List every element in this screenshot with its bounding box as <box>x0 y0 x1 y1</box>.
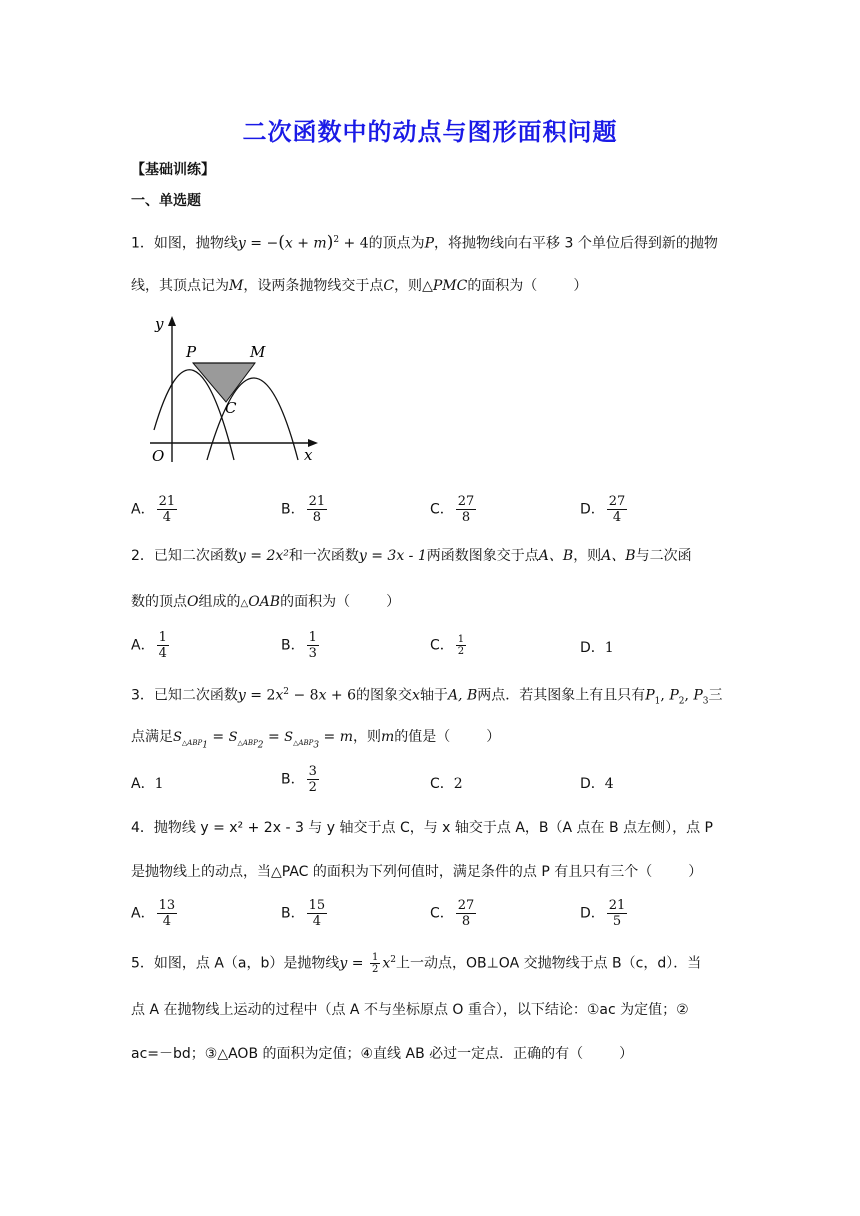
question-5-line-1: 5．如图，点 A（a，b）是抛物线y = $\frac{1}{2}$ $x^2$上一动点，OB⊥OA 交抛物线于点 B（c，d）．当 <box>131 952 702 976</box>
q1-option-c[interactable]: C． $\frac{27}{8}$ <box>430 494 475 525</box>
q3-option-a[interactable]: A．1 <box>131 776 164 792</box>
fig-label-m: M <box>250 343 266 361</box>
question-2-line-2: 数的顶点O组成的△OAB的面积为（ ） <box>131 594 401 610</box>
y-axis-arrow <box>168 316 176 326</box>
question-5-line-3: ac=－bd；③△AOB 的面积为定值；④直线 AB 必过一定点．正确的有（ ） <box>131 1046 634 1062</box>
q1-option-a[interactable]: A． $\frac{21}{4}$ <box>131 494 176 525</box>
question-3-line-2: 点满足$S_{\triangle ABP_1} = S_{\triangle ABP_2} = S_{\triangle ABP_3} = m$，则m的值是（ ） <box>131 729 501 751</box>
fig-label-c: C <box>225 399 237 417</box>
q2-option-c[interactable]: C． $\frac{1}{2}$ <box>430 634 465 657</box>
q2-option-b[interactable]: B． $\frac{1}{3}$ <box>281 630 317 661</box>
q3-option-d[interactable]: D．4 <box>580 776 614 792</box>
q4-option-a[interactable]: A． $\frac{13}{4}$ <box>131 898 176 929</box>
question-5-line-2: 点 A 在抛物线上运动的过程中（点 A 不与坐标原点 O 重合），以下结论：①ac 为定值；② <box>131 1002 689 1018</box>
q1-option-d[interactable]: D． $\frac{27}{4}$ <box>580 494 626 525</box>
q4-option-b[interactable]: B． $\frac{15}{4}$ <box>281 898 326 929</box>
fig-label-x: x <box>304 446 313 464</box>
question-3-line-1: 3．已知二次函数$y = 2x^2 - 8x + 6$的图象交x轴于A, B两点．若其图象上有且只有$P_1$, $P_2$, $P_3$三 <box>131 687 723 707</box>
parabola-figure <box>140 312 326 470</box>
q4-option-d[interactable]: D． $\frac{21}{5}$ <box>580 898 626 929</box>
q2-option-d[interactable]: D．1 <box>580 640 614 656</box>
fig-label-o: O <box>152 447 165 465</box>
question-2-line-1: 2．已知二次函数y = 2x²和一次函数y = 3x - 1两函数图象交于点A、B，则A、B与二次函 <box>131 548 692 564</box>
fig-label-p: P <box>186 343 197 361</box>
q1-option-b[interactable]: B． $\frac{21}{8}$ <box>281 494 326 525</box>
q4-option-c[interactable]: C． $\frac{27}{8}$ <box>430 898 475 929</box>
question-1-line-2: 线，其顶点记为M，设两条抛物线交于点C，则△PMC的面积为（ ） <box>131 278 588 294</box>
q2-option-a[interactable]: A． $\frac{1}{4}$ <box>131 630 167 661</box>
q3-option-c[interactable]: C．2 <box>430 776 463 792</box>
question-4-line-1: 4．抛物线 y = x² + 2x - 3 与 y 轴交于点 C，与 x 轴交于点 A，B（A 点在 B 点左侧），点 P <box>131 820 713 836</box>
question-4-line-2: 是抛物线上的动点，当△PAC 的面积为下列何值时，满足条件的点 P 有且只有三个（ ） <box>131 864 703 880</box>
triangle-pmc <box>193 363 255 402</box>
subsection-heading: 一、单选题 <box>131 193 201 209</box>
q3-option-b[interactable]: B． $\frac{3}{2}$ <box>281 764 317 795</box>
section-heading: 【基础训练】 <box>131 162 215 178</box>
page-title: 二次函数中的动点与图形面积问题 <box>242 118 618 146</box>
question-1-line-1: 1．如图，抛物线$y = -(x + m)^2 + 4$的顶点为P，将抛物线向右平移 3 个单位后得到新的抛物 <box>131 232 718 253</box>
fig-label-y: y <box>155 315 164 333</box>
